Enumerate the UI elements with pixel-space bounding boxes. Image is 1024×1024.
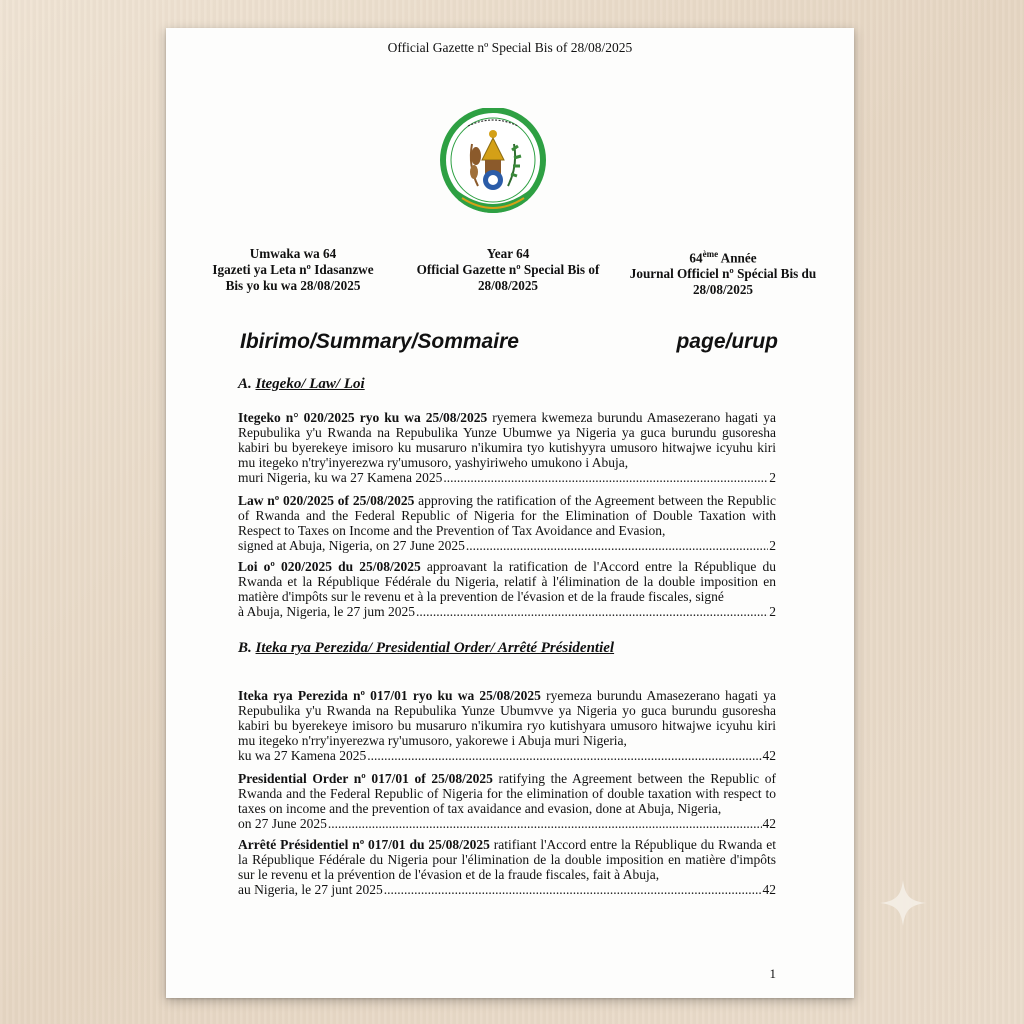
section-a-title: A. Itegeko/ Law/ Loi (238, 376, 365, 392)
gazette-label-en: Official Gazette nº Special Bis of (416, 262, 600, 277)
year-label-rw: Umwaka wa 64 (249, 246, 337, 261)
entry-law-fr: Loi oº 020/2025 du 25/08/2025 approavant la ratification de l'Accord entre la République du Rwanda et la République Fédérale du Nigeria, relatif à l'élimination de la double imposition en matière d'impôts sur le revenu et à la prevention de l'évasion et de la fraude fiscales, signé à Abuja, Nigeria, le 27 jum 2025 ..... 2 (238, 559, 776, 619)
sparkle-icon (878, 878, 928, 928)
entry-page-ref: 2 (769, 538, 776, 554)
entry-page-ref: 2 (769, 470, 776, 486)
header-col-english (403, 246, 613, 298)
date-label-fr: 28/08/2025 (692, 282, 754, 298)
section-b-title: B. Iteka rya Perezida/ Presidential Order/ Arrêté Présidentiel (238, 640, 615, 656)
running-header: Official Gazette nº Special Bis of 28/08/2025 (387, 40, 633, 55)
entry-page-ref: 2 (769, 604, 776, 620)
header-col-kinyarwanda (188, 246, 398, 298)
year-label-fr: 64ème Année (689, 249, 757, 266)
entry-page-ref: 42 (762, 816, 776, 832)
date-label-rw: Bis yo ku wa 28/08/2025 (225, 278, 361, 293)
date-label-en: 28/08/2025 (477, 278, 539, 293)
entry-law-en: Law nº 020/2025 of 25/08/2025 approving the ratification of the Agreement between the Republic of Rwanda and the Federal Republic of Nigeria for the Elimination of Double Taxation with Respect to Taxes on Income and the Prevention of Tax Avoidance and Evasion, signed at Abuja, Nigeria, on 27 June 2025 ..... 2 (238, 493, 776, 553)
entry-page-ref: 42 (762, 882, 776, 898)
entry-order-rw: Iteka rya Perezida nº 017/01 ryo ku wa 25/08/2025 ryemeza burundu Amasezerano hagati ya Repubulika y'u Rwanda na Repubulika Yunze Ubumvve ya Nigeria yo guca burundu gusoresha kabiri bu byerekeye imisoro bu musaruro n'ikumira ryo kutishyara umusoro hitwajwe icyuhu kiri mu itegeko n'rry'inyerezwa ry'umusoro, yakorewe i Abuja muri Nigeria, ku wa 27 Kamena 2025 ..... 42 (238, 688, 776, 763)
year-label-en: Year 64 (486, 246, 530, 261)
entry-order-en: Presidential Order nº 017/01 of 25/08/2025 ratifying the Agreement between the Republic of Rwanda and the Federal Republic of Nigeria for the elimination of double taxation with respect to taxes on income and the prevention of tax avaidance and evasion, done at Abuja, Nigeria, on 27 June 2025 ..... 42 (238, 771, 776, 831)
header-col-french (618, 246, 828, 298)
gazette-label-rw: Igazeti ya Leta nº Idasanzwe (212, 262, 374, 277)
gazette-page (166, 28, 854, 998)
summary-title: Ibirimo/Summary/Sommaire (240, 330, 519, 353)
entry-law-rw: Itegeko n° 020/2025 ryo ku wa 25/08/2025 ryemera kwemeza burundu Amasezerano hagati ya Repubulika y'u Rwanda na Repubulika Yunze Ubumwe ya Nigeria ya guca burundu gusoresha kabiri bu byerekeye imisoro ku musaruro n'ikumira tyo kutishyyra umusoro hitwajwe icyuhu kiri mu itegeko n'try'inyerezwa ry'umusoro, yashyiriweho umukono i Abuja, muri Nigeria, ku wa 27 Kamena 2025 ..... 2 (238, 410, 776, 485)
rwanda-coat-of-arms-seal (438, 108, 548, 228)
entry-order-fr: Arrêté Présidentiel nº 017/01 du 25/08/2025 ratifiant l'Accord entre la République du Rwanda et la République Fédérale du Nigeria pour l'élimination de la double imposition en matière d'impôts sur le revenu et la prévention de l'évasion et de la fraude fiscales, fait à Abuja, au Nigeria, le 27 junt 2025 ..... 42 (238, 837, 776, 897)
gazette-label-fr: Journal Officiel nº Spécial Bis du (629, 266, 817, 282)
entry-page-ref: 42 (762, 748, 776, 764)
page-column-label: page/urup (676, 330, 778, 353)
page-number: 1 (769, 966, 776, 981)
summary-heading (240, 330, 778, 354)
header-columns (188, 246, 828, 298)
